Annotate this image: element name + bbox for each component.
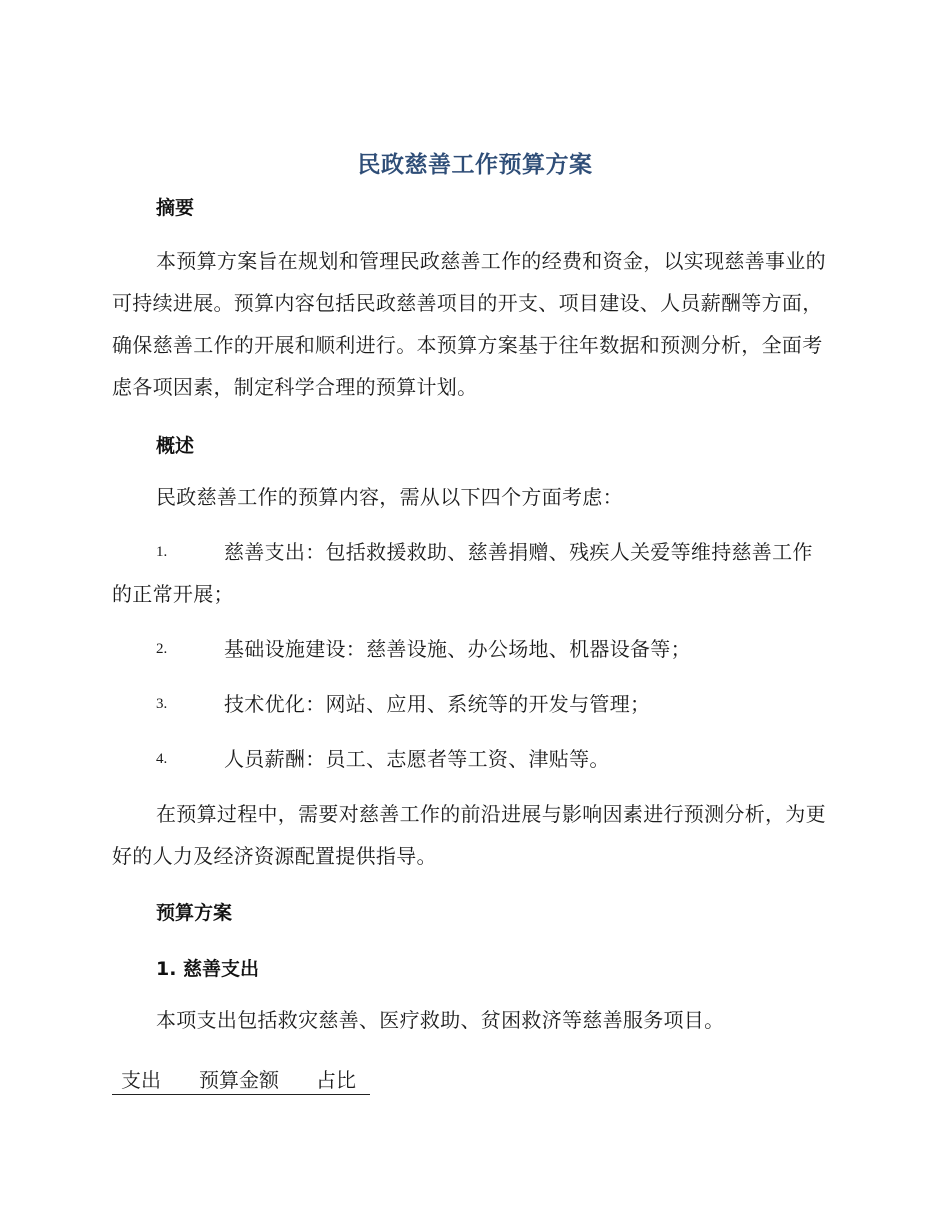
list-item — [112, 738, 832, 780]
list-text: 慈善支出：包括救援救助、慈善捐赠、残疾人关爱等维持慈善工作的正常开展； — [112, 540, 813, 606]
list-item — [112, 628, 832, 670]
list-item — [112, 531, 832, 615]
abstract-paragraph: 本预算方案旨在规划和管理民政慈善工作的经费和资金，以实现慈善事业的可持续进展。预算内容包括民政慈善项目的开支、项目建设、人员薪酬等方面，确保慈善工作的开展和顺利进行。本预算方案基于往年数据和预测分析，全面考虑各项因素，制定科学合理的预算计划。 — [112, 249, 826, 399]
subsection-paragraph: 本项支出包括救灾慈善、医疗救助、贫困救济等慈善服务项目。 — [156, 1008, 725, 1032]
overview-closing: 在预算过程中，需要对慈善工作的前沿进展与影响因素进行预测分析，为更好的人力及经济资源配置提供指导。 — [112, 802, 826, 868]
list-item — [112, 683, 832, 725]
list-text: 人员薪酬：员工、志愿者等工资、津贴等。 — [224, 747, 610, 771]
list-text: 基础设施建设：慈善设施、办公场地、机器设备等； — [224, 637, 691, 661]
table-header-expense: 支出 — [121, 1068, 161, 1092]
list-number: 2. — [156, 641, 168, 657]
table-header-ratio: 占比 — [316, 1068, 356, 1092]
list-text: 技术优化：网站、应用、系统等的开发与管理； — [224, 692, 651, 716]
budget-table-header — [112, 1062, 370, 1095]
list-number: 1. — [156, 544, 168, 560]
subsection-heading: 1. 慈善支出 — [156, 958, 260, 980]
abstract-heading: 摘要 — [156, 197, 195, 219]
list-number: 3. — [156, 696, 168, 712]
table-header-amount: 预算金额 — [199, 1068, 279, 1092]
list-number: 4. — [156, 751, 168, 767]
plan-heading: 预算方案 — [156, 902, 233, 924]
overview-intro: 民政慈善工作的预算内容，需从以下四个方面考虑： — [156, 485, 623, 509]
document-title: 民政慈善工作预算方案 — [357, 152, 593, 178]
overview-heading: 概述 — [156, 435, 195, 457]
